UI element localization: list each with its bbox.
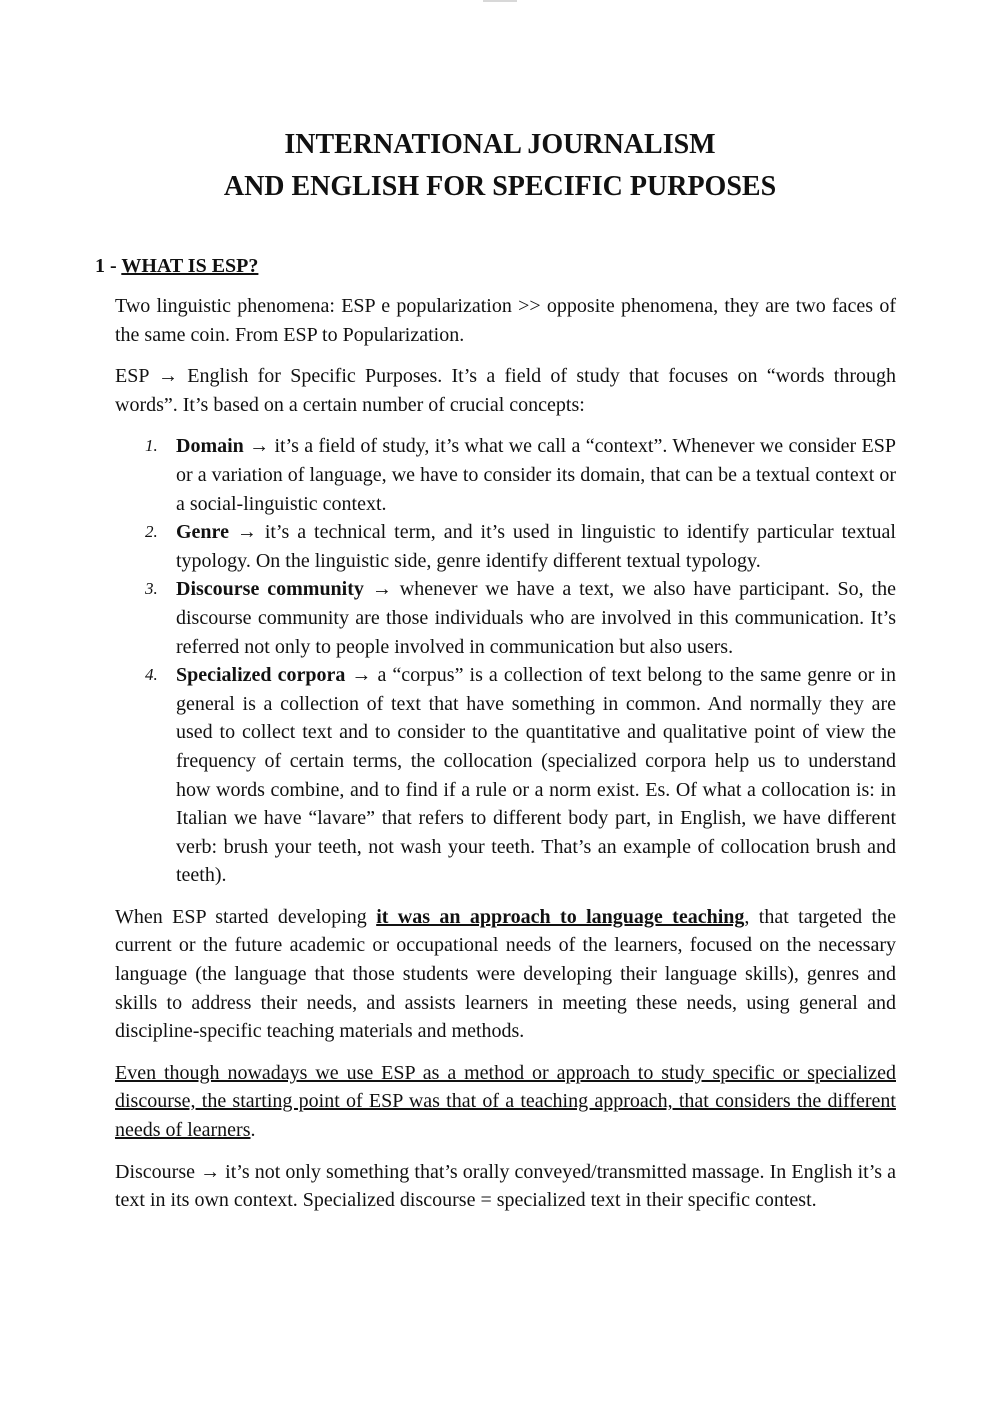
list-item-genre	[145, 518, 896, 575]
list-text: → it’s a field of study, it’s what we call a “context”. Whenever we consider ESP or a variation of language, we have to consider its domain, that can be a textual context or a social-linguistic context.	[176, 435, 896, 515]
section-number: 1 -	[95, 255, 122, 277]
list-item-discourse-community	[145, 575, 896, 661]
list-term: Discourse community	[176, 578, 364, 601]
page-header-mark	[483, 0, 517, 2]
title-line-2: AND ENGLISH FOR SPECIFIC PURPOSES	[223, 171, 777, 202]
emphasized-phrase: it was an approach to language teaching	[376, 905, 745, 928]
list-term: Genre	[176, 521, 229, 544]
paragraph-text: When ESP started developing	[115, 905, 377, 928]
document-title	[0, 124, 1000, 208]
list-number: 3.	[145, 579, 158, 599]
paragraph-discourse: Discourse → it’s not only something that’s orally conveyed/transmitted massage. In English it’s a text in its own context. Specialized discourse = specialized text in their specific contest.	[115, 1160, 896, 1212]
list-number: 2.	[145, 522, 158, 542]
paragraph-esp-definition: ESP → English for Specific Purposes. It’s a field of study that focuses on “words through words”. It’s based on a certain number of crucial concepts:	[115, 365, 896, 416]
section-label: WHAT IS ESP?	[121, 255, 259, 277]
concepts-list	[115, 432, 896, 890]
paragraph-esp-method	[115, 1059, 896, 1145]
list-number: 4.	[145, 665, 158, 685]
section-heading	[95, 252, 258, 280]
underlined-text: Even though nowadays we use ESP as a method or approach to study specific or specialized discourse, the starting point of ESP was that of a teaching approach, that considers the different needs of learners	[115, 1061, 896, 1142]
paragraph-end: .	[250, 1119, 256, 1142]
list-term: Domain	[176, 435, 244, 458]
list-item-domain	[145, 432, 896, 518]
list-item-specialized-corpora	[145, 661, 896, 890]
list-text: → a “corpus” is a collection of text belong to the same genre or in general is a collection of text that have something in common. And normally they are used to collect text and to consider to the quantitative and qualitative point of view the frequency of certain terms, the collocation (specialized corpora help us to understand how words combine, and to find if a rule or a norm exist. Es. Of what a collocation is: in Italian we have “lavare” that refers to different body part, in English, we have different verb: brush your teeth, not wash your teeth. That’s an example of collocation brush and teeth).	[176, 664, 896, 887]
paragraph-intro: Two linguistic phenomena: ESP e popularization >> opposite phenomena, they are two faces of the same coin. From ESP to Popularization.	[115, 295, 896, 346]
paragraph-esp-development	[115, 903, 896, 1046]
paragraph-text: , that targeted the current or the future academic or occupational needs of the learners, focused on the necessary language (the language that those students were developing their language skills), genres and skills to address their needs, and assists learners in meeting these needs, using general and discipline-specific teaching materials and methods.	[115, 905, 896, 1043]
list-term: Specialized corpora	[176, 664, 346, 687]
list-text: → it’s a technical term, and it’s used in linguistic to identify particular textual typology. On the linguistic side, genre identify different textual typology.	[176, 521, 896, 572]
document-body	[115, 292, 896, 1228]
title-line-1: INTERNATIONAL JOURNALISM	[284, 129, 716, 160]
list-text: → whenever we have a text, we also have participant. So, the discourse community are those individuals who are involved in this communication. It’s referred not only to people involved in communication but also users.	[176, 578, 896, 658]
list-number: 1.	[145, 436, 158, 456]
